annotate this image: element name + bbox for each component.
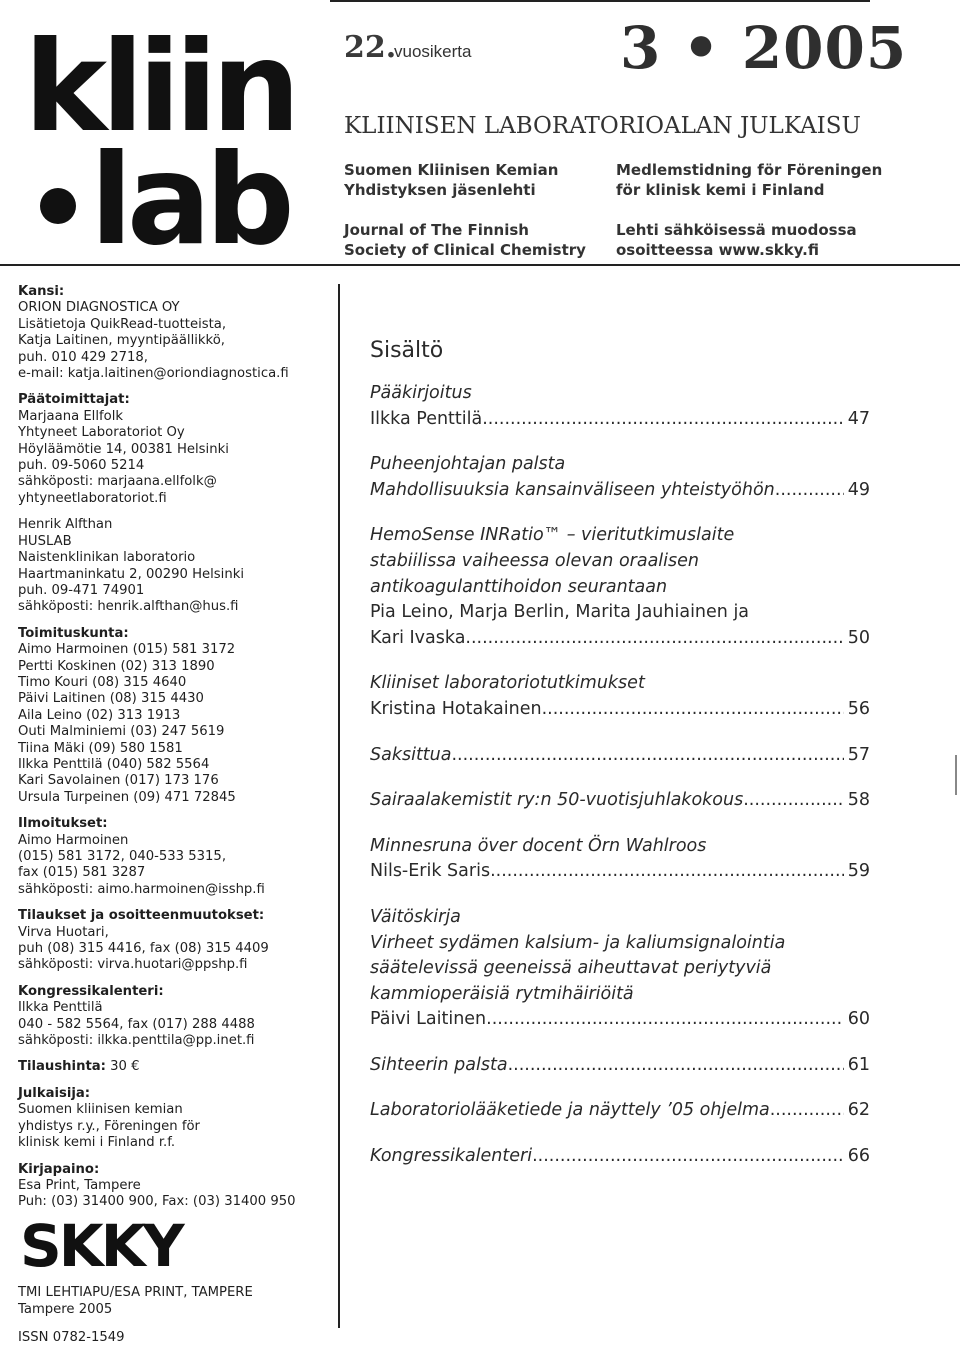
congress-block <box>18 984 328 1050</box>
toc-entry[interactable] <box>370 788 870 814</box>
toc-row <box>370 1144 870 1170</box>
cover-block <box>18 284 328 382</box>
printer-line: Esa Print, Tampere <box>18 1177 141 1193</box>
toc-entry[interactable] <box>370 452 870 503</box>
board-member: Tiina Mäki (09) 580 1581 <box>18 740 183 756</box>
publisher-line: Suomen kliinisen kemian <box>18 1102 183 1118</box>
editors-block <box>18 392 328 507</box>
header-divider <box>0 264 960 266</box>
toc-title-text: Nils-Erik Saris <box>370 861 491 882</box>
toc-row <box>370 626 870 652</box>
english-society-line: Journal of The Finnish <box>344 221 529 239</box>
congress-email[interactable]: sähköposti: ilkka.penttila@pp.inet.fi <box>18 1033 255 1049</box>
editor-email[interactable]: sähköposti: marjaana.ellfolk@ <box>18 474 217 490</box>
toc-section: HemoSense INRatio™ – vieritutkimuslaite <box>370 525 735 546</box>
congress-line: Ilkka Penttilä <box>18 1000 103 1016</box>
issn: ISSN 0782-1549 <box>18 1330 125 1345</box>
toc-line: säätelevissä geeneissä aiheuttavat periytyviä <box>370 958 772 979</box>
toc-title-text: Kristina Hotakainen <box>370 698 542 719</box>
toc-entry[interactable] <box>370 1053 870 1079</box>
top-rule <box>330 0 870 2</box>
orders-line: puh (08) 315 4416, fax (08) 315 4409 <box>18 941 269 957</box>
editor-line: Marjaana Ellfolk <box>18 408 124 424</box>
printer-line: Puh: (03) 31400 900, Fax: (03) 31400 950 <box>18 1194 296 1210</box>
toc-leader <box>486 1007 844 1033</box>
toc-page-number: 58 <box>847 790 870 811</box>
toc-leader <box>542 697 844 723</box>
board-member: Outi Malminiemi (03) 247 5619 <box>18 724 225 740</box>
cover-line: puh. 010 429 2718, <box>18 349 148 365</box>
ads-line: (015) 581 3172, 040-533 5315, <box>18 849 227 864</box>
cover-line: Katja Laitinen, myyntipäällikkö, <box>18 333 225 349</box>
toc-section: Puheenjohtajan palsta <box>370 454 566 475</box>
table-of-contents <box>370 338 870 1190</box>
toc-page-number: 66 <box>847 1146 870 1167</box>
toc-row <box>370 1098 870 1124</box>
skky-logo <box>20 1218 195 1270</box>
toc-page-number: 47 <box>847 408 870 429</box>
footer-line: TMI LEHTIAPU/ESA PRINT, TAMPERE <box>18 1285 253 1300</box>
footer-line: Tampere 2005 <box>18 1302 113 1317</box>
orders-line: Virva Huotari, <box>18 924 109 940</box>
volume-label: vuosikerta <box>394 42 472 61</box>
toc-section: Pääkirjoitus <box>370 383 472 403</box>
swedish-society-line: Medlemstidning för Föreningen <box>616 161 883 179</box>
finnish-society-line: Yhdistyksen jäsenlehti <box>344 181 536 199</box>
toc-page-number: 59 <box>847 861 870 882</box>
printer-label: Kirjapaino: <box>18 1161 100 1177</box>
board-block <box>18 626 328 806</box>
toc-leader <box>451 743 843 769</box>
editor-line: Naistenklinikan laboratorio <box>18 550 196 566</box>
toc-title-text: Päivi Laitinen <box>370 1009 487 1030</box>
toc-title-text: Sihteerin palsta <box>370 1054 508 1075</box>
toc-leader <box>508 1053 844 1079</box>
english-society-line: Society of Clinical Chemistry <box>344 241 586 259</box>
toc-row <box>370 788 870 814</box>
price-block <box>18 1059 328 1075</box>
toc-entry[interactable] <box>370 523 870 651</box>
toc-leader <box>770 1098 844 1124</box>
toc-page-number: 57 <box>847 744 870 765</box>
svg-text:SKKY: SKKY <box>20 1218 182 1270</box>
finnish-society <box>344 160 558 200</box>
toc-leader <box>465 626 843 652</box>
board-member: Kari Savolainen (017) 173 176 <box>18 773 219 789</box>
toc-page-number: 62 <box>847 1100 870 1121</box>
cover-line: Lisätietoja QuikRead-tuotteista, <box>18 316 227 332</box>
board-member: Timo Kouri (08) 315 4640 <box>18 674 187 690</box>
toc-entry[interactable] <box>370 1098 870 1124</box>
toc-row <box>370 1053 870 1079</box>
board-member: Ursula Turpeinen (09) 471 72845 <box>18 789 236 805</box>
toc-page-number: 49 <box>847 479 870 500</box>
kliin-lab-logo <box>22 18 322 248</box>
finnish-society-line: Suomen Kliinisen Kemian <box>344 161 559 179</box>
board-member: Aila Leino (02) 313 1913 <box>18 707 181 723</box>
toc-page-number: 50 <box>847 627 870 648</box>
toc-entry[interactable] <box>370 905 870 1033</box>
congress-line: 040 - 582 5564, fax (017) 288 4488 <box>18 1016 255 1032</box>
issue-number: 3 • 2005 <box>620 14 908 82</box>
toc-row <box>370 697 870 723</box>
online-notice <box>616 220 857 260</box>
svg-text:lab: lab <box>90 128 289 248</box>
volume-number: 22. <box>344 30 397 65</box>
toc-entry[interactable] <box>370 1144 870 1170</box>
swedish-society-line: för klinisk kemi i Finland <box>616 181 825 199</box>
toc-leader <box>775 478 844 504</box>
editor-line: HUSLAB <box>18 533 72 549</box>
toc-leader <box>743 788 844 814</box>
publisher-label: Julkaisija: <box>18 1085 91 1101</box>
ads-line: fax (015) 581 3287 <box>18 865 146 881</box>
ads-email[interactable]: sähköposti: aimo.harmoinen@isshp.fi <box>18 881 265 897</box>
printer-block <box>18 1162 328 1211</box>
price-value: 30 € <box>110 1059 140 1075</box>
price-label: Tilaushinta: <box>18 1059 106 1075</box>
toc-entry[interactable] <box>370 671 870 722</box>
toc-title-text: Saksittua <box>370 744 452 765</box>
editor-line: Haartmaninkatu 2, 00290 Helsinki <box>18 566 244 582</box>
svg-text:kliin: kliin <box>24 18 295 160</box>
orders-label: Tilaukset ja osoitteenmuutokset: <box>18 908 265 924</box>
toc-row <box>370 859 870 885</box>
toc-page-number: 56 <box>847 698 870 719</box>
editor-line: puh. 09-5060 5214 <box>18 458 145 474</box>
toc-line: kammioperäisiä rytmihäiriöitä <box>370 983 634 1004</box>
footer <box>18 1284 253 1318</box>
toc-row <box>370 478 870 504</box>
board-member: Ilkka Penttilä (040) 582 5564 <box>18 756 210 772</box>
publication-title: KLIINISEN LABORATORIOALAN JULKAISU <box>344 113 861 139</box>
toc-title-text: Kongressikalenteri <box>370 1146 533 1167</box>
board-label: Toimituskunta: <box>18 625 129 641</box>
cover-line: ORION DIAGNOSTICA OY <box>18 300 180 316</box>
editor-email[interactable]: yhtyneetlaboratoriot.fi <box>18 490 167 506</box>
swedish-society <box>616 160 882 200</box>
toc-title-text: Ilkka Penttilä <box>370 408 483 429</box>
masthead-column <box>18 284 328 1221</box>
publisher-line: yhdistys r.y., Föreningen för <box>18 1118 200 1134</box>
toc-line: Pia Leino, Marja Berlin, Marita Jauhiainen ja <box>370 602 750 623</box>
toc-entry[interactable] <box>370 381 870 432</box>
toc-page-number: 60 <box>847 1009 870 1030</box>
toc-section: Väitöskirja <box>370 906 461 927</box>
toc-title-text: Sairaalakemistit ry:n 50-vuotisjuhlakokous <box>370 790 744 811</box>
toc-section: Minnesruna över docent Örn Wahlroos <box>370 835 707 856</box>
english-society <box>344 220 586 260</box>
toc-leader <box>482 407 843 433</box>
toc-line: Virheet sydämen kalsium- ja kaliumsignalointia <box>370 932 786 953</box>
congress-label: Kongressikalenteri: <box>18 983 164 999</box>
editors-label: Päätoimittajat: <box>18 392 130 408</box>
toc-section: Kliiniset laboratoriotutkimukset <box>370 673 645 694</box>
editor-line: Yhtyneet Laboratoriot Oy <box>18 425 185 441</box>
orders-block <box>18 908 328 974</box>
toc-title-text: Mahdollisuuksia kansainväliseen yhteistyöhön <box>370 479 775 500</box>
editor2-block <box>18 517 328 615</box>
ads-line: Aimo Harmoinen <box>18 832 129 848</box>
online-notice-line: Lehti sähköisessä muodossa <box>616 221 857 239</box>
toc-title-text: Kari Ivaska <box>370 627 466 648</box>
column-divider <box>338 284 340 1328</box>
orders-email[interactable]: sähköposti: virva.huotari@ppshp.fi <box>18 957 248 973</box>
editor-line: Henrik Alfthan <box>18 517 113 533</box>
toc-title-text: Laboratoriolääketiede ja näyttely ’05 ohjelma <box>370 1100 770 1121</box>
board-member: Aimo Harmoinen (015) 581 3172 <box>18 642 236 658</box>
toc-line: antikoagulanttihoidon seurantaan <box>370 576 668 597</box>
toc-page-number: 61 <box>847 1054 870 1075</box>
board-member: Päivi Laitinen (08) 315 4430 <box>18 691 204 707</box>
publisher-line: klinisk kemi i Finland r.f. <box>18 1135 176 1151</box>
toc-entry[interactable] <box>370 743 870 769</box>
editor-line: puh. 09-471 74901 <box>18 582 145 598</box>
toc-entries <box>370 381 870 1170</box>
online-notice-link[interactable]: osoitteessa www.skky.fi <box>616 241 819 259</box>
toc-line: stabiilissa vaiheessa olevan oraalisen <box>370 550 699 571</box>
toc-leader <box>532 1144 844 1170</box>
cover-email[interactable]: e-mail: katja.laitinen@oriondiagnostica.fi <box>18 366 289 382</box>
cover-label: Kansi: <box>18 284 65 299</box>
toc-title: Sisältö <box>370 338 444 363</box>
board-member: Pertti Koskinen (02) 313 1890 <box>18 658 215 674</box>
publisher-block <box>18 1086 328 1152</box>
edge-mark <box>955 755 957 795</box>
ads-label: Ilmoitukset: <box>18 816 108 832</box>
ads-block <box>18 816 328 898</box>
editor-email[interactable]: sähköposti: henrik.alfthan@hus.fi <box>18 599 239 615</box>
editor-line: Höyläämötie 14, 00381 Helsinki <box>18 441 229 457</box>
toc-row <box>370 743 870 769</box>
toc-row <box>370 1007 870 1033</box>
toc-entry[interactable] <box>370 834 870 885</box>
toc-row <box>370 407 870 433</box>
toc-leader <box>490 859 844 885</box>
